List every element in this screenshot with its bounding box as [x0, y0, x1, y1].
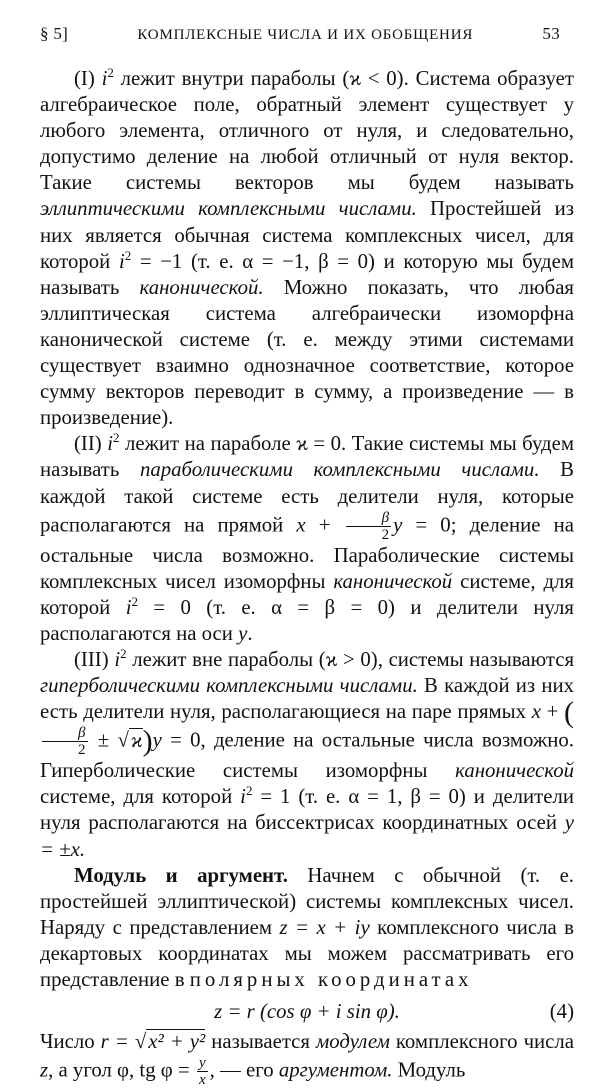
term-parabolic: параболическими комплексными числами. [139, 458, 540, 482]
term-hyperbolic: гиперболическими комплексными числами. [40, 674, 418, 698]
section-heading-modulus: Модуль и аргумент. [74, 863, 288, 887]
term-elliptic: эллиптическими комплексными числами. [40, 197, 417, 221]
paragraph-elliptic: (I) $i^2$ лежит внутри параболы (ϰ < 0). Система образует алгебраическое поле, обратный элемент существует у любого элемента, отличного от нуля, и следовательно, допустимо деление на любой отличный от нуля вектор. Такие системы векторов мы будем называть эллиптическими комплексными числами. Простейшей из них является обычная система комплексных чисел, для которой $i^2 = -1$ (т. е. α = −1, β = 0) и которую мы будем называть канонической. Можно показать, что любая эллиптическая система алгебраически изоморфна канонической системе (т. е. между этими системами существует взаимно однозначное соответствие, которое сумму векторов переводит в сумму, а произведение — в произведение). [40, 65, 574, 430]
fraction-beta-over-2: $\frac{\beta}{2}$ [346, 510, 392, 543]
page-body [40, 66, 574, 1088]
fraction-y-over-x: $\frac{y}{x}$ [198, 1055, 206, 1088]
term-modulus: модулем [315, 1030, 390, 1054]
equation-4 [40, 999, 574, 1025]
page-number: 53 [542, 24, 560, 43]
term-canonical: канонической. [139, 275, 264, 299]
paragraph-parabolic: (II) $i^2$ лежит на параболе ϰ = 0. Такие системы мы будем называть параболическими комплексными числами. В каждой такой системе есть делители нуля, которые располагаются на прямой x + $\frac{\beta}{2}$ y = 0; деление на остальные числа возможно. Параболические системы комплексных чисел изоморфны канонической системе, для которой $i^2 = 0$ (т. е. α = β = 0) и делители нуля располагаются на оси y. [40, 430, 574, 645]
paragraph-modulus-definition: Число r = √x² + y² называется модулем комплексного числа z, а угол φ, tg φ = $\frac{y}{x}$ , — его аргументом. Модуль [40, 1030, 575, 1088]
fraction-beta-over-2-hyperbolic: $\frac{\beta}{2}$ [42, 725, 88, 758]
chapter-title: КОМПЛЕКСНЫЕ ЧИСЛА И ИХ ОБОБЩЕНИЯ [137, 27, 474, 43]
equation-number: (4) [549, 1000, 574, 1024]
section-mark: § 5] [40, 24, 69, 43]
term-argument: аргументом. [278, 1058, 393, 1082]
paragraph-hyperbolic: (III) $i^2$ лежит вне параболы (ϰ > 0), системы называются гиперболическими комплексными числами. В каждой из них есть делители нуля, располагающиеся на паре прямых x + ( $\frac{\beta}{2}$ ± √ϰ)y = 0, деление на остальные числа возможно. Гиперболические системы изоморфны канонической системе, для которой $i^2 = 1$ (т. е. α = 1, β = 0) и делители нуля располагаются на биссектрисах координатных осей y = ±x. [40, 646, 575, 861]
paragraph-modulus-argument: Модуль и аргумент. Начнем с обычной (т. е. простейшей эллиптической) системы комплексных чисел. Наряду с представлением z = x + iy комплексного числа в декартовых координатах мы можем рассматривать его представление в полярных координатах [40, 863, 574, 991]
running-header [40, 24, 560, 44]
polar-form-formula: z = r (cos φ + i sin φ). [214, 1000, 400, 1024]
